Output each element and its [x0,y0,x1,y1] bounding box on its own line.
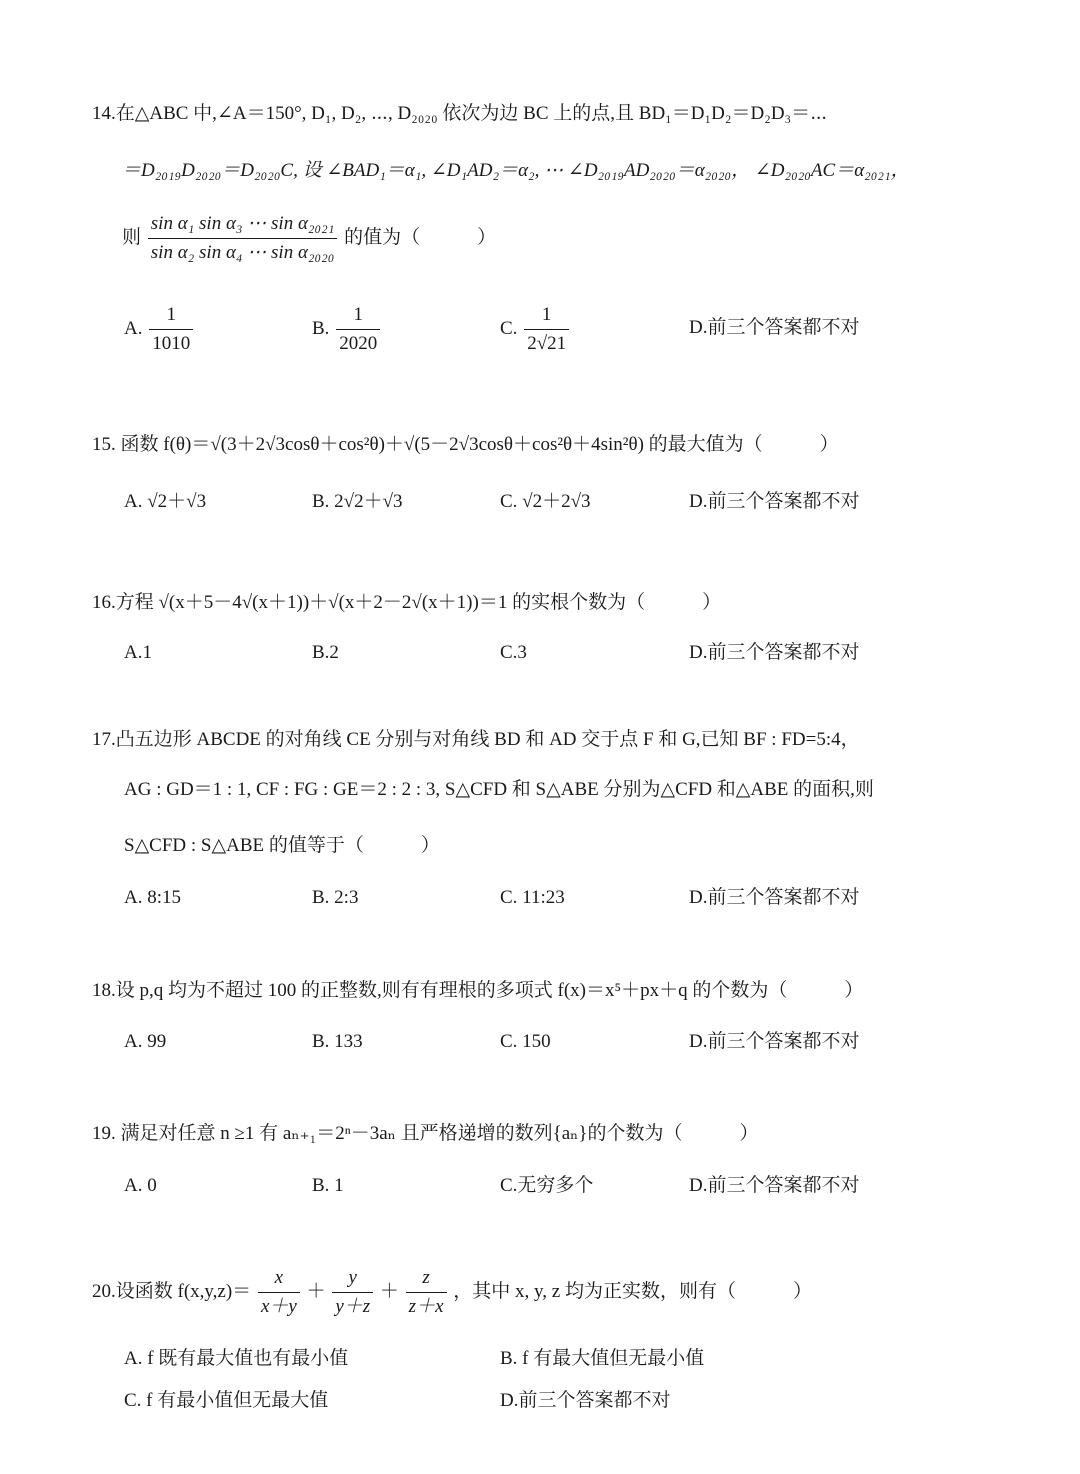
q19-option-a: A. 0 [124,1175,157,1196]
q14-fraction-numerator: sin α₁ sin α₃ ⋯ sin α₂₀₂₁ [148,212,338,239]
q17-option-c: C. 11:23 [500,887,565,908]
q17-option-a: A. 8:15 [124,887,181,908]
q18-option-c: C. 150 [500,1031,551,1052]
q14-option-b-label: B. [312,317,330,339]
q16-option-a: A.1 [124,642,152,663]
q20-fraction-3-num: z [406,1266,447,1293]
q20-option-b: B. f 有最大值但无最小值 [500,1348,705,1369]
q20-fraction-3 [406,1266,447,1319]
q20-plus-1: ＋ [306,1280,326,1302]
q16-option-b: B.2 [312,642,339,663]
q14-option-b [312,303,382,356]
q17-line1: 17.凸五边形 ABCDE 的对角线 CE 分别与对角线 BD 和 AD 交于点 F 和 G,已知 BF : FD=5:4， [92,729,860,750]
q20-fraction-3-den: z＋x [408,1296,444,1317]
q14-option-c-num: 1 [524,303,569,330]
q20-option-d: D.前三个答案都不对 [500,1390,671,1411]
q20-suffix: ，其中 x, y, z 均为正实数，则有（ ） [453,1280,812,1302]
q14-option-b-den: 2020 [339,333,378,354]
q14-option-c-fraction [524,303,569,356]
q17-line2: AG : GD＝1 : 1, CF : FG : GE＝2 : 2 : 3, S△CFD 和 S△ABE 分别为△CFD 和△ABE 的面积,则 [124,779,874,800]
q18-option-b: B. 133 [312,1031,363,1052]
q14-line1: 14.在△ABC 中,∠A＝150°, D₁, D₂, ⋯, D₂₀₂₀ 依次为边 BC 上的点,且 BD₁＝D₁D₂＝D₂D₃＝⋯ [92,103,828,124]
q17-line3: S△CFD : S△ABE 的值等于（ ） [124,835,440,856]
q15-option-d: D.前三个答案都不对 [689,491,860,512]
q20-option-a: A. f 既有最大值也有最小值 [124,1348,349,1369]
q15-option-a: A. √2＋√3 [124,491,207,512]
q20-option-c: C. f 有最小值但无最大值 [124,1390,329,1411]
q16-stem: 16.方程 √(x＋5－4√(x＋1))＋√(x＋2－2√(x＋1))＝1 的实根个数为（ ） [92,592,722,613]
q20-plus-2: ＋ [379,1280,399,1302]
q19-option-d: D.前三个答案都不对 [689,1175,860,1196]
q14-line2: ＝D₂₀₁₉D₂₀₂₀＝D₂₀₂₀C, 设 ∠BAD₁＝α₁, ∠D₁AD₂＝α₂, ⋯ ∠D₂₀₁₉AD₂₀₂₀＝α₂₀₂₀， ∠D₂₀₂₀AC＝α₂₀₂₁， [122,160,910,181]
q20-fraction-1 [258,1266,300,1319]
q18-option-a: A. 99 [124,1031,167,1052]
q14-line3-suffix: 的值为（ ） [344,226,497,248]
q14-line3 [122,212,496,265]
q14-fraction [148,212,338,265]
q20-fraction-2 [332,1266,373,1319]
q14-option-a [124,303,195,356]
q16-option-c: C.3 [500,642,527,663]
q14-fraction-denominator: sin α₂ sin α₄ ⋯ sin α₂₀₂₀ [150,242,335,263]
q15-stem: 15. 函数 f(θ)＝√(3＋2√3cosθ＋cos²θ)＋√(5－2√3cosθ＋cos²θ＋4sin²θ) 的最大值为（ ） [92,434,839,455]
q20-prefix: 20.设函数 f(x,y,z)＝ [92,1280,252,1302]
q20-fraction-2-den: y＋z [335,1296,371,1317]
q19-stem: 19. 满足对任意 n ≥1 有 aₙ₊₁＝2ⁿ－3aₙ 且严格递增的数列{aₙ}的个数为（ ） [92,1123,759,1144]
q15-option-c: C. √2＋2√3 [500,491,591,512]
q14-line3-prefix: 则 [122,226,142,248]
q19-option-b: B. 1 [312,1175,344,1196]
q20-fraction-1-den: x＋y [260,1296,297,1317]
q17-option-d: D.前三个答案都不对 [689,887,860,908]
q14-option-d: D.前三个答案都不对 [689,317,860,338]
q20-fraction-2-num: y [332,1266,373,1293]
q14-option-a-den: 1010 [152,333,191,354]
q14-option-a-num: 1 [149,303,193,330]
q14-option-c-den: 2√21 [527,333,567,354]
q20-stem [92,1266,812,1319]
q14-option-a-fraction [149,303,193,356]
q18-option-d: D.前三个答案都不对 [689,1031,860,1052]
q19-option-c: C.无穷多个 [500,1175,594,1196]
q14-option-c-label: C. [500,317,518,339]
q14-option-b-fraction [336,303,380,356]
q15-option-b: B. 2√2＋√3 [312,491,403,512]
q16-option-d: D.前三个答案都不对 [689,642,860,663]
q20-fraction-1-num: x [258,1266,300,1293]
q17-option-b: B. 2:3 [312,887,359,908]
q14-option-b-num: 1 [336,303,380,330]
q18-stem: 18.设 p,q 均为不超过 100 的正整数,则有有理根的多项式 f(x)＝x⁵＋px＋q 的个数为（ ） [92,980,864,1001]
q14-option-c [500,303,571,356]
q14-option-a-label: A. [124,317,143,339]
